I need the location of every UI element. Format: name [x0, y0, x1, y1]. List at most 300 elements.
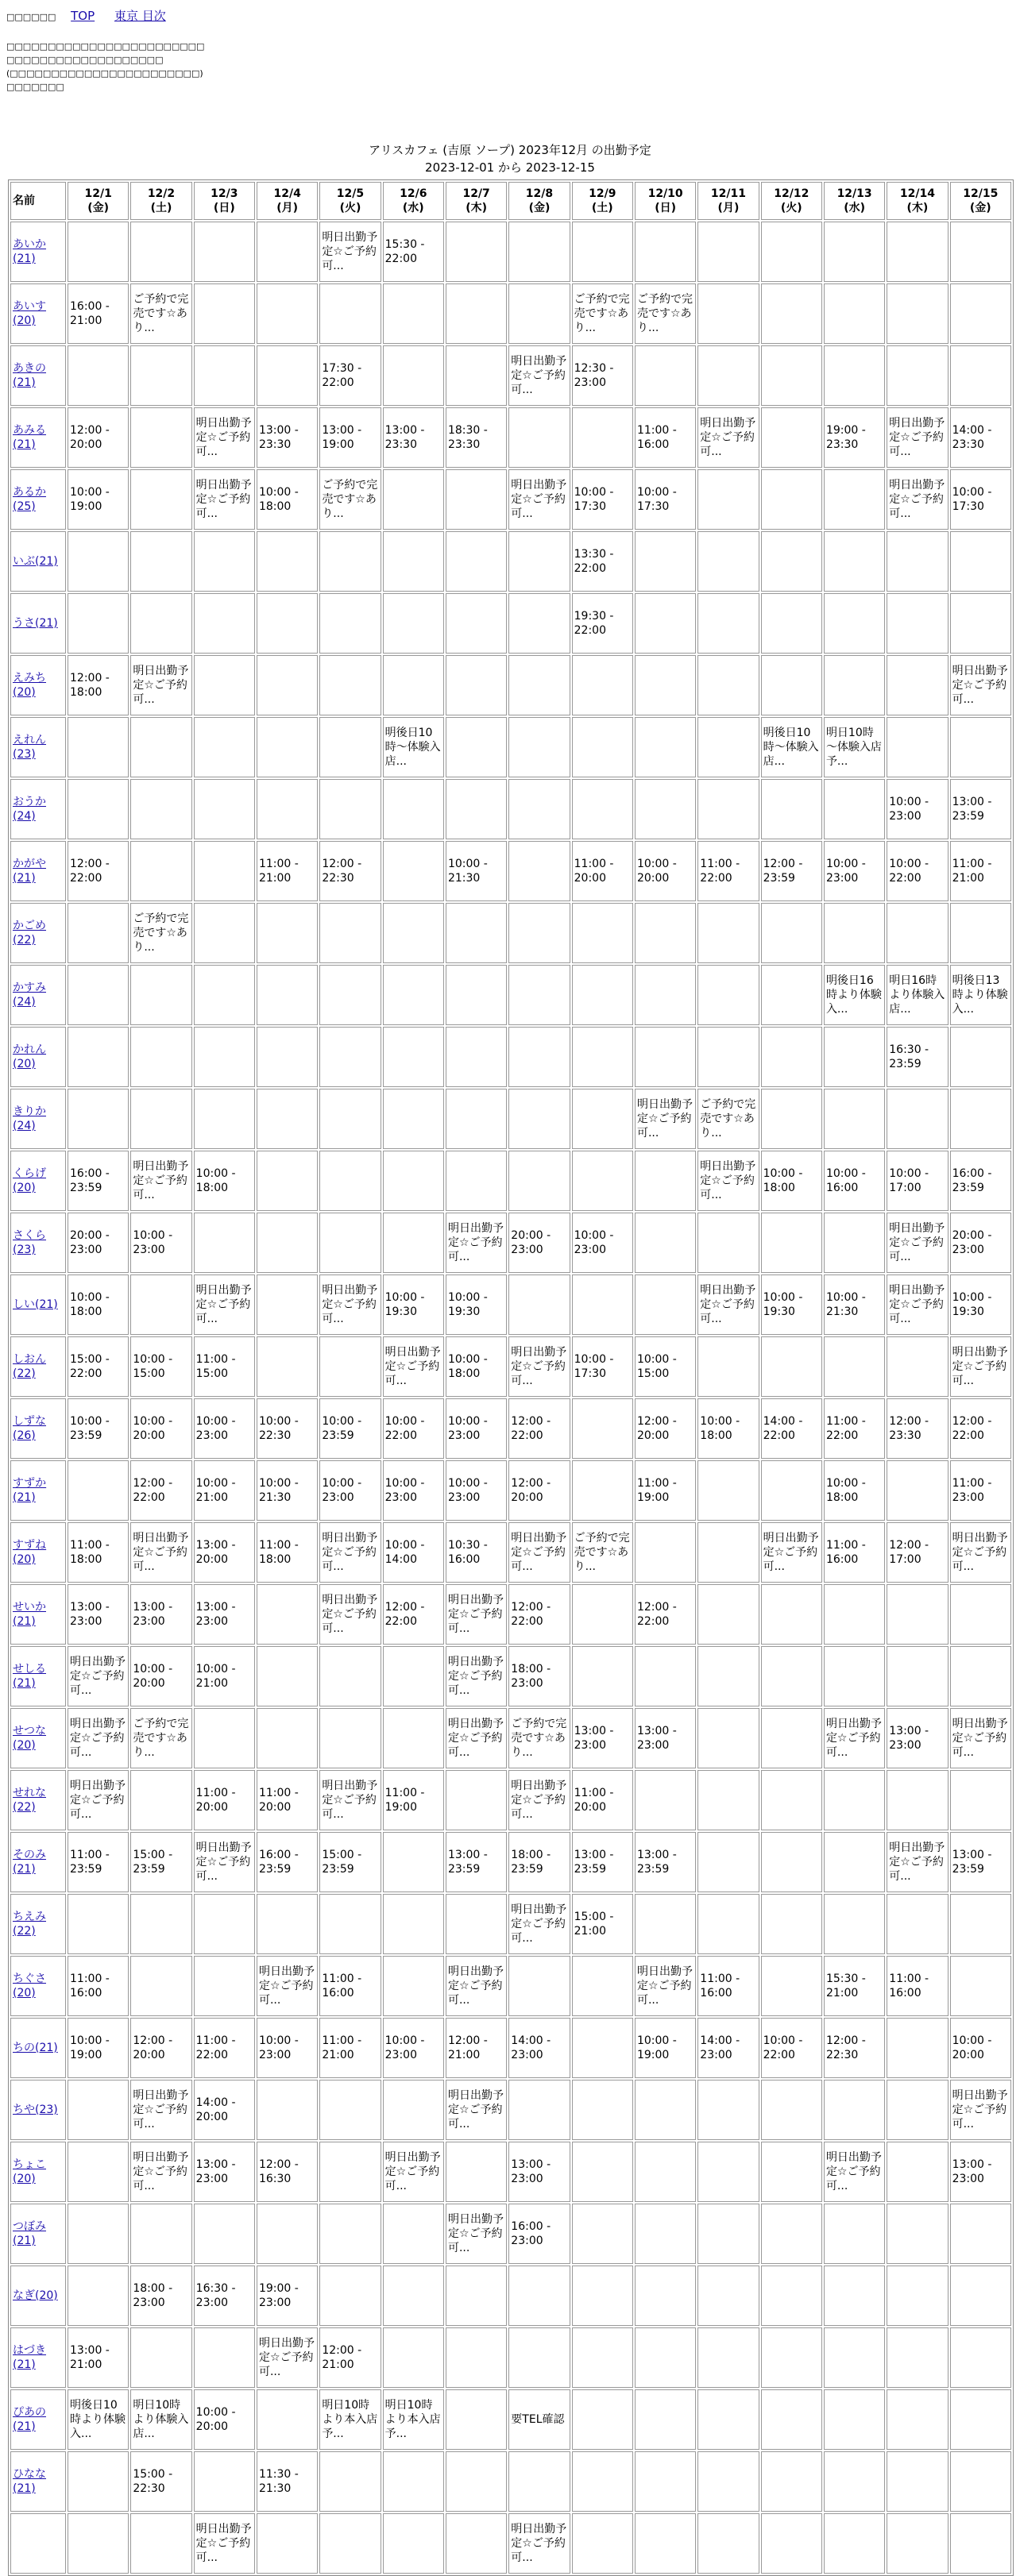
schedule-cell — [572, 1027, 633, 1087]
schedule-cell — [319, 531, 381, 592]
schedule-cell — [383, 1213, 444, 1273]
schedule-cell — [572, 965, 633, 1025]
schedule-cell — [572, 2266, 633, 2326]
schedule-cell: 11:00 - 16:00 — [635, 407, 696, 468]
schedule-cell — [824, 2204, 885, 2264]
schedule-cell — [194, 965, 255, 1025]
schedule-cell — [761, 1089, 822, 1149]
staff-name-cell — [10, 407, 66, 468]
schedule-cell: 12:00 - 20:00 — [130, 2018, 191, 2078]
schedule-cell: 16:00 - 23:00 — [508, 2204, 570, 2264]
schedule-cell — [68, 903, 129, 963]
table-row — [10, 1956, 1011, 2016]
schedule-cell — [697, 2080, 759, 2140]
schedule-cell — [950, 2327, 1011, 2388]
schedule-cell: 明日出勤予定☆ご予約可... — [887, 1832, 948, 1892]
nav-link-top[interactable]: TOP — [71, 9, 95, 23]
schedule-cell: 13:00 - 23:00 — [194, 2142, 255, 2202]
schedule-cell: 明日出勤予定☆ご予約可... — [130, 2080, 191, 2140]
schedule-caption — [0, 141, 1020, 176]
schedule-cell — [761, 345, 822, 406]
schedule-cell — [887, 717, 948, 777]
schedule-cell: 10:00 - 23:00 — [572, 1213, 633, 1273]
schedule-cell: 11:00 - 19:00 — [635, 1460, 696, 1521]
staff-name-link[interactable]: あきの(21) — [13, 362, 46, 389]
schedule-cell — [446, 2266, 507, 2326]
schedule-cell — [508, 2266, 570, 2326]
schedule-cell — [697, 2389, 759, 2450]
schedule-cell — [697, 1522, 759, 1583]
schedule-cell — [761, 1832, 822, 1892]
schedule-cell — [572, 222, 633, 282]
day-date: 12/12 — [774, 187, 809, 200]
staff-name-link[interactable]: かすみ(24) — [13, 981, 46, 1008]
schedule-cell: 10:00 - 22:00 — [761, 2018, 822, 2078]
day-header — [319, 182, 381, 220]
schedule-cell — [383, 2080, 444, 2140]
staff-name-link[interactable]: すずね(20) — [13, 1539, 47, 1566]
schedule-cell — [572, 779, 633, 839]
schedule-cell: 明日出勤予定☆ご予約可... — [950, 655, 1011, 715]
staff-name-link[interactable]: かがや(21) — [13, 858, 46, 885]
schedule-cell: 明日出勤予定☆ご予約可... — [130, 655, 191, 715]
schedule-cell — [887, 2142, 948, 2202]
schedule-cell — [508, 283, 570, 344]
schedule-cell — [383, 531, 444, 592]
day-weekday: (土) — [150, 202, 172, 214]
schedule-cell — [446, 531, 507, 592]
schedule-title: アリスカフェ (吉原 ソープ) 2023年12月 の出勤予定 — [369, 143, 651, 157]
schedule-cell: 12:00 - 22:30 — [319, 841, 381, 901]
schedule-cell: 18:00 - 23:59 — [508, 1832, 570, 1892]
staff-name-link[interactable]: すずか(21) — [13, 1477, 47, 1504]
schedule-cell — [68, 1894, 129, 1954]
schedule-cell — [635, 1646, 696, 1706]
schedule-cell — [697, 469, 759, 530]
schedule-cell: 10:00 - 19:30 — [446, 1275, 507, 1335]
staff-name-link[interactable]: ちの(21) — [13, 2042, 58, 2054]
schedule-cell: 明日出勤予定☆ご予約可... — [887, 1275, 948, 1335]
schedule-cell: 13:00 - 23:30 — [257, 407, 318, 468]
staff-name-link[interactable]: しい(21) — [13, 1298, 58, 1311]
schedule-cell: 10:00 - 23:00 — [824, 841, 885, 901]
schedule-cell: 14:00 - 23:00 — [508, 2018, 570, 2078]
schedule-cell — [761, 469, 822, 530]
schedule-cell: 10:30 - 16:00 — [446, 1522, 507, 1583]
schedule-cell — [68, 965, 129, 1025]
schedule-cell — [257, 345, 318, 406]
schedule-cell — [319, 1646, 381, 1706]
intro-line: (□□□□□□□□□□□□□□□□□□□□□□□) — [6, 68, 203, 79]
staff-name-link[interactable]: いぶ(21) — [13, 555, 58, 568]
schedule-cell — [130, 2204, 191, 2264]
staff-name-link[interactable]: うさ(21) — [13, 617, 58, 630]
day-header — [887, 182, 948, 220]
schedule-cell — [130, 2513, 191, 2574]
staff-name-link[interactable]: つぼみ(21) — [13, 2220, 46, 2247]
staff-name-link[interactable]: あるか(25) — [13, 486, 46, 513]
schedule-cell — [824, 2266, 885, 2326]
staff-name-cell — [10, 655, 66, 715]
schedule-cell — [761, 283, 822, 344]
schedule-cell — [446, 1894, 507, 1954]
staff-name-cell — [10, 1151, 66, 1211]
staff-name-cell — [10, 469, 66, 530]
schedule-cell — [950, 1584, 1011, 1645]
schedule-cell — [950, 283, 1011, 344]
staff-name-cell — [10, 1213, 66, 1273]
schedule-cell — [319, 1027, 381, 1087]
schedule-cell — [887, 2513, 948, 2574]
schedule-cell: 15:30 - 21:00 — [824, 1956, 885, 2016]
schedule-cell — [761, 593, 822, 654]
schedule-cell: 明日出勤予定☆ご予約可... — [508, 2513, 570, 2574]
schedule-cell — [572, 2327, 633, 2388]
schedule-cell — [697, 2204, 759, 2264]
table-row — [10, 903, 1011, 963]
schedule-cell: 19:00 - 23:30 — [824, 407, 885, 468]
schedule-cell: 10:00 - 22:00 — [887, 841, 948, 901]
schedule-cell — [950, 2389, 1011, 2450]
day-date: 12/14 — [899, 187, 935, 200]
schedule-cell: 13:00 - 20:00 — [194, 1522, 255, 1583]
schedule-cell: 10:00 - 20:00 — [130, 1398, 191, 1459]
schedule-cell — [130, 593, 191, 654]
staff-name-cell — [10, 2327, 66, 2388]
schedule-cell — [257, 593, 318, 654]
day-weekday: (月) — [717, 202, 740, 214]
schedule-cell — [383, 779, 444, 839]
schedule-cell — [887, 2204, 948, 2264]
schedule-cell — [68, 1027, 129, 1087]
schedule-cell — [887, 1336, 948, 1397]
schedule-cell: 15:00 - 21:00 — [572, 1894, 633, 1954]
schedule-cell — [194, 1956, 255, 2016]
schedule-cell: 明日出勤予定☆ご予約可... — [130, 1151, 191, 1211]
schedule-cell — [697, 222, 759, 282]
schedule-cell — [257, 2513, 318, 2574]
staff-name-link[interactable]: きりか(24) — [13, 1105, 46, 1132]
staff-name-link[interactable]: ひなな(21) — [13, 2468, 46, 2495]
schedule-cell: 明後日10時～体験入店... — [383, 717, 444, 777]
staff-name-link[interactable]: えみち(20) — [13, 672, 46, 699]
day-date: 12/4 — [273, 187, 301, 200]
schedule-cell — [446, 2513, 507, 2574]
schedule-cell — [446, 1151, 507, 1211]
schedule-cell — [824, 779, 885, 839]
staff-name-link[interactable]: なぎ(20) — [13, 2289, 58, 2302]
schedule-cell: 11:00 - 21:00 — [257, 841, 318, 901]
staff-name-link[interactable]: そのみ(21) — [13, 1849, 46, 1876]
schedule-cell: 明日出勤予定☆ご予約可... — [508, 345, 570, 406]
schedule-cell: 明日出勤予定☆ご予約可... — [635, 1956, 696, 2016]
schedule-cell: 10:00 - 20:00 — [130, 1646, 191, 1706]
schedule-cell: 13:00 - 23:00 — [572, 1708, 633, 1768]
table-row — [10, 717, 1011, 777]
schedule-cell — [130, 1089, 191, 1149]
schedule-cell — [697, 1213, 759, 1273]
staff-name-link[interactable]: さくら(23) — [13, 1229, 46, 1256]
schedule-cell — [130, 1894, 191, 1954]
schedule-table — [8, 179, 1014, 2576]
schedule-cell: 10:00 - 18:00 — [824, 1460, 885, 1521]
nav-link-tokyo-index[interactable]: 東京 目次 — [114, 9, 166, 23]
table-row — [10, 1708, 1011, 1768]
schedule-cell: 明日出勤予定☆ご予約可... — [257, 2327, 318, 2388]
staff-name-link[interactable]: しおん(22) — [13, 1353, 46, 1380]
schedule-cell — [130, 1275, 191, 1335]
schedule-cell — [887, 2080, 948, 2140]
day-weekday: (水) — [402, 202, 424, 214]
schedule-cell — [697, 965, 759, 1025]
staff-name-cell — [10, 2080, 66, 2140]
schedule-cell — [761, 1213, 822, 1273]
schedule-cell: 10:00 - 23:00 — [257, 2018, 318, 2078]
schedule-cell — [572, 407, 633, 468]
schedule-cell — [887, 1460, 948, 1521]
intro-line: □□□□□□□ — [6, 82, 64, 92]
schedule-cell — [887, 1584, 948, 1645]
schedule-cell: 10:00 - 17:30 — [950, 469, 1011, 530]
schedule-cell: 明日10時より本入店予... — [319, 2389, 381, 2450]
schedule-cell — [761, 1646, 822, 1706]
schedule-cell — [950, 2513, 1011, 2574]
day-header — [68, 182, 129, 220]
schedule-cell — [383, 2204, 444, 2264]
staff-name-link[interactable]: おうか(24) — [13, 796, 46, 823]
staff-name-link[interactable]: あいす(20) — [13, 300, 46, 327]
staff-name-cell — [10, 965, 66, 1025]
table-row — [10, 2389, 1011, 2450]
schedule-cell — [68, 531, 129, 592]
schedule-cell — [697, 593, 759, 654]
day-header — [824, 182, 885, 220]
schedule-cell: 10:00 - 23:00 — [194, 1398, 255, 1459]
schedule-cell — [319, 1151, 381, 1211]
staff-name-link[interactable]: ちょこ(20) — [13, 2158, 46, 2185]
staff-name-link[interactable]: ちえみ(22) — [13, 1911, 46, 1938]
schedule-cell: 10:00 - 17:30 — [572, 469, 633, 530]
schedule-cell — [950, 1894, 1011, 1954]
schedule-cell — [887, 1770, 948, 1830]
staff-name-link[interactable]: あみる(21) — [13, 424, 46, 451]
schedule-cell — [508, 1275, 570, 1335]
schedule-cell — [508, 717, 570, 777]
staff-name-cell — [10, 1956, 66, 2016]
schedule-cell — [383, 2266, 444, 2326]
schedule-cell: 13:00 - 23:00 — [68, 1584, 129, 1645]
day-date: 12/11 — [710, 187, 746, 200]
schedule-cell: 13:00 - 23:59 — [446, 1832, 507, 1892]
schedule-cell — [761, 2451, 822, 2512]
schedule-cell — [383, 2451, 444, 2512]
schedule-cell — [887, 2451, 948, 2512]
schedule-cell — [950, 2204, 1011, 2264]
schedule-cell: 明日16時より体験入店... — [887, 965, 948, 1025]
staff-name-link[interactable]: せいか(21) — [13, 1601, 46, 1628]
schedule-cell: 11:00 - 16:00 — [319, 1956, 381, 2016]
staff-name-link[interactable]: あいか(21) — [13, 238, 46, 265]
table-row — [10, 655, 1011, 715]
staff-name-cell — [10, 1336, 66, 1397]
day-weekday: (火) — [339, 202, 361, 214]
schedule-cell — [824, 2389, 885, 2450]
schedule-cell: 12:00 - 22:00 — [508, 1398, 570, 1459]
schedule-cell — [887, 345, 948, 406]
schedule-cell — [446, 283, 507, 344]
schedule-cell: 16:00 - 23:59 — [257, 1832, 318, 1892]
schedule-cell: 10:00 - 23:00 — [130, 1213, 191, 1273]
staff-name-link[interactable]: せしる(21) — [13, 1663, 46, 1690]
schedule-cell — [446, 2142, 507, 2202]
day-date: 12/2 — [147, 187, 176, 200]
schedule-cell: ご予約で完売です☆あり... — [130, 903, 191, 963]
schedule-cell — [194, 2327, 255, 2388]
schedule-cell — [257, 222, 318, 282]
schedule-cell: 明後日10時より体験入... — [68, 2389, 129, 2450]
staff-name-cell — [10, 779, 66, 839]
schedule-cell — [446, 2451, 507, 2512]
staff-name-link[interactable]: くらげ(20) — [13, 1167, 46, 1194]
schedule-cell — [319, 593, 381, 654]
intro-text — [6, 40, 204, 94]
schedule-cell: 11:00 - 20:00 — [572, 841, 633, 901]
schedule-cell: ご予約で完売です☆あり... — [508, 1708, 570, 1768]
schedule-cell — [319, 717, 381, 777]
schedule-cell — [697, 1460, 759, 1521]
schedule-cell — [319, 1894, 381, 1954]
schedule-cell: 10:00 - 19:00 — [68, 2018, 129, 2078]
schedule-cell — [824, 1089, 885, 1149]
schedule-cell: 10:00 - 20:00 — [950, 2018, 1011, 2078]
schedule-cell — [383, 1956, 444, 2016]
schedule-cell: 10:00 - 18:00 — [257, 469, 318, 530]
schedule-cell — [761, 779, 822, 839]
schedule-cell — [572, 2204, 633, 2264]
schedule-cell — [68, 2513, 129, 2574]
schedule-cell — [257, 655, 318, 715]
staff-name-cell — [10, 1460, 66, 1521]
schedule-cell — [319, 2080, 381, 2140]
schedule-cell: 13:00 - 23:00 — [950, 2142, 1011, 2202]
staff-name-link[interactable]: ぴあの(21) — [13, 2406, 46, 2433]
day-header — [572, 182, 633, 220]
schedule-cell — [508, 2451, 570, 2512]
staff-name-link[interactable]: せれな(22) — [13, 1787, 46, 1814]
schedule-cell: 10:00 - 19:30 — [383, 1275, 444, 1335]
day-header — [194, 182, 255, 220]
schedule-body — [10, 222, 1011, 2574]
table-row — [10, 2142, 1011, 2202]
table-row — [10, 222, 1011, 282]
schedule-cell: 明日出勤予定☆ご予約可... — [508, 1894, 570, 1954]
schedule-cell — [572, 1089, 633, 1149]
schedule-cell — [68, 1089, 129, 1149]
schedule-header-row — [10, 182, 1011, 220]
schedule-cell — [761, 1027, 822, 1087]
schedule-cell: 12:00 - 22:30 — [824, 2018, 885, 2078]
schedule-cell — [635, 593, 696, 654]
schedule-cell — [257, 1894, 318, 1954]
staff-name-cell — [10, 2018, 66, 2078]
schedule-cell — [697, 1584, 759, 1645]
schedule-cell — [319, 965, 381, 1025]
schedule-cell: ご予約で完売です☆あり... — [572, 1522, 633, 1583]
schedule-cell — [950, 1956, 1011, 2016]
schedule-cell: 12:00 - 22:00 — [68, 841, 129, 901]
schedule-cell — [194, 2451, 255, 2512]
day-header — [446, 182, 507, 220]
intro-line: □□□□□□□□□□□□□□□□□□□ — [6, 55, 164, 65]
schedule-cell — [824, 1770, 885, 1830]
schedule-cell: 明日出勤予定☆ご予約可... — [697, 1151, 759, 1211]
schedule-cell — [446, 593, 507, 654]
schedule-cell — [887, 222, 948, 282]
staff-name-cell — [10, 1027, 66, 1087]
schedule-cell — [446, 469, 507, 530]
schedule-cell: 10:00 - 18:00 — [68, 1275, 129, 1335]
schedule-cell — [824, 222, 885, 282]
table-row — [10, 2327, 1011, 2388]
schedule-cell: 11:00 - 16:00 — [887, 1956, 948, 2016]
schedule-cell — [697, 2142, 759, 2202]
schedule-cell: 10:00 - 18:00 — [697, 1398, 759, 1459]
schedule-cell: 10:00 - 23:59 — [68, 1398, 129, 1459]
schedule-cell — [635, 903, 696, 963]
schedule-cell: 13:00 - 21:00 — [68, 2327, 129, 2388]
schedule-cell: 明日出勤予定☆ご予約可... — [383, 1336, 444, 1397]
schedule-cell — [257, 2204, 318, 2264]
staff-name-link[interactable]: ちぐさ(20) — [13, 1972, 46, 1999]
staff-name-link[interactable]: しずな(26) — [13, 1415, 46, 1442]
schedule-cell — [761, 222, 822, 282]
staff-name-link[interactable]: ちや(23) — [13, 2104, 58, 2116]
schedule-cell — [319, 2451, 381, 2512]
schedule-cell — [508, 593, 570, 654]
schedule-cell — [635, 1151, 696, 1211]
schedule-cell — [194, 717, 255, 777]
schedule-cell — [446, 655, 507, 715]
schedule-cell: 12:00 - 22:00 — [635, 1584, 696, 1645]
staff-name-link[interactable]: えれん(23) — [13, 734, 46, 761]
schedule-cell: 12:00 - 23:59 — [761, 841, 822, 901]
table-row — [10, 1275, 1011, 1335]
schedule-cell: 10:00 - 21:30 — [446, 841, 507, 901]
schedule-cell: 明日出勤予定☆ご予約可... — [68, 1770, 129, 1830]
schedule-cell — [950, 717, 1011, 777]
schedule-cell — [824, 593, 885, 654]
schedule-cell — [635, 2327, 696, 2388]
staff-name-cell — [10, 2389, 66, 2450]
staff-name-link[interactable]: せつな(20) — [13, 1725, 46, 1752]
staff-name-link[interactable]: はづき(21) — [13, 2344, 46, 2371]
schedule-cell: 明日出勤予定☆ご予約可... — [950, 1522, 1011, 1583]
staff-name-link[interactable]: かれん(20) — [13, 1043, 46, 1070]
schedule-cell — [508, 1027, 570, 1087]
schedule-cell: 明日出勤予定☆ご予約可... — [130, 1522, 191, 1583]
schedule-cell — [194, 841, 255, 901]
schedule-cell: 10:00 - 19:00 — [635, 2018, 696, 2078]
schedule-cell: 15:00 - 22:30 — [130, 2451, 191, 2512]
schedule-cell: 12:00 - 21:00 — [446, 2018, 507, 2078]
schedule-cell — [446, 2327, 507, 2388]
staff-name-link[interactable]: かごめ(22) — [13, 920, 46, 947]
schedule-cell: 13:00 - 23:59 — [635, 1832, 696, 1892]
schedule-cell — [761, 2142, 822, 2202]
schedule-cell — [194, 222, 255, 282]
schedule-cell: 明日出勤予定☆ご予約可... — [319, 1770, 381, 1830]
schedule-cell: 13:00 - 23:59 — [950, 779, 1011, 839]
